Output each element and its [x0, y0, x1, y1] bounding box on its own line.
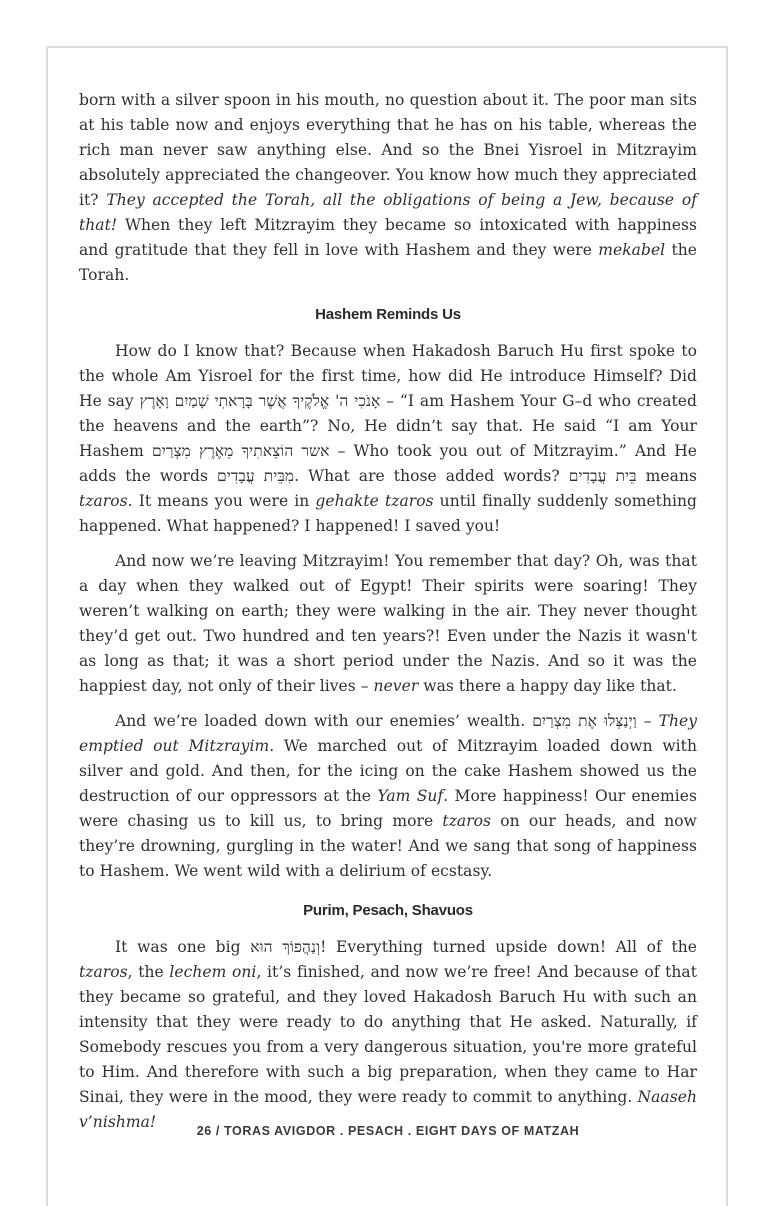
hebrew-phrase: אָנֹכִי ה' אֱלֹקֶיךָ אֲשֶׁר בָּרָאתִי שָׁמַיִם וָאָרֶץ — [139, 392, 381, 410]
paragraph-2: How do I know that? Because when Hakadosh Baruch Hu first spoke to the whole Am Yisroel for the first time, how did He introduce Himself? Did He say אָנֹכִי ה' אֱלֹקֶיךָ אֲשֶׁר בָּרָאתִי שָׁמַיִם וָאָרֶץ – “I am Hashem Your G–d who created the heavens and the earth”? No, He didn’t say that. He said “I am Your Hashem אשר הוֹצֵאתִיךָ מֵאֶרֶץ מִצְרַיִם – Who took you out of Mitzrayim.” And He adds the words מִבֵּית עֲבָדִים. What are those added words? בֵּית עֲבָדִים means tzaros. It means you were in gehakte tzaros until finally suddenly something happened. What happened? I happened! I saved you! — [79, 342, 697, 535]
hebrew-phrase: אשר הוֹצֵאתִיךָ מֵאֶרֶץ מִצְרַיִם — [151, 442, 330, 460]
hebrew-phrase: וַיְנַצְּלוּ אֶת מִצְרַיִם — [532, 712, 637, 730]
hebrew-phrase: בֵּית עֲבָדִים — [568, 467, 637, 485]
paragraph-1: born with a silver spoon in his mouth, no question about it. The poor man sits at his table now and enjoys everything that he has on his table, whereas the rich man never saw anything else. And so the Bnei Yisroel in Mitzrayim absolutely appreciated the changeover. You know how much they appreciated it? They accepted the Torah, all the obligations of being a Jew, because of that! When they left Mitzrayim they became so intoxicated with happiness and gratitude that they fell in love with Hashem and they were mekabel the Torah. — [79, 91, 698, 284]
page-footer: 26 / TORAS AVIGDOR . PESACH . EIGHT DAYS OF MATZAH — [196, 1124, 580, 1138]
paragraph-3: And now we’re leaving Mitzrayim! You remember that day? Oh, was that a day when they walked out of Egypt! Their spirits were soaring! They weren’t walking on earth; they were walking in the air. They never thought they’d get out. Two hundred and ten years?! Even under the Nazis it wasn't as long as that; it was a short period under the Nazis. And so it was the happiest day, not only of their lives – never was there a happy day like that. — [79, 552, 697, 695]
page-content — [79, 88, 697, 1135]
paragraph-5: It was one big וְנַהֲפוֹךְ הוּא! Everything turned upside down! All of the tzaros, the lechem oni, it’s finished, and now we’re free! And because of that they became so grateful, and they loved Hakadosh Baruch Hu with such an intensity that they were ready to do anything that He asked. Naturally, if Somebody rescues you from a very dangerous situation, you're more grateful to Him. And therefore with such a big preparation, when they came to Har Sinai, they were in the mood, they were ready to commit to anything. Naaseh v’nishma! — [79, 938, 698, 1131]
section-heading-purim-pesach-shavuos: Purim, Pesach, Shavuos — [303, 902, 473, 919]
hebrew-phrase: וְנַהֲפוֹךְ הוּא — [250, 938, 321, 956]
hebrew-phrase: מִבֵּית עֲבָדִים — [217, 467, 295, 485]
section-heading-hashem-reminds-us: Hashem Reminds Us — [315, 306, 461, 323]
paragraph-4: And we’re loaded down with our enemies’ wealth. וַיְנַצְּלוּ אֶת מִצְרַיִם – They emptied out Mitzrayim. We marched out of Mitzrayim loaded down with silver and gold. And then, for the icing on the cake Hashem showed us the destruction of our oppressors at the Yam Suf. More happiness! Our enemies were chasing us to kill us, to bring more tzaros on our heads, and now they’re drowning, gurgling in the water! And we sang that song of happiness to Hashem. We went wild with a delirium of ecstasy. — [79, 712, 698, 880]
